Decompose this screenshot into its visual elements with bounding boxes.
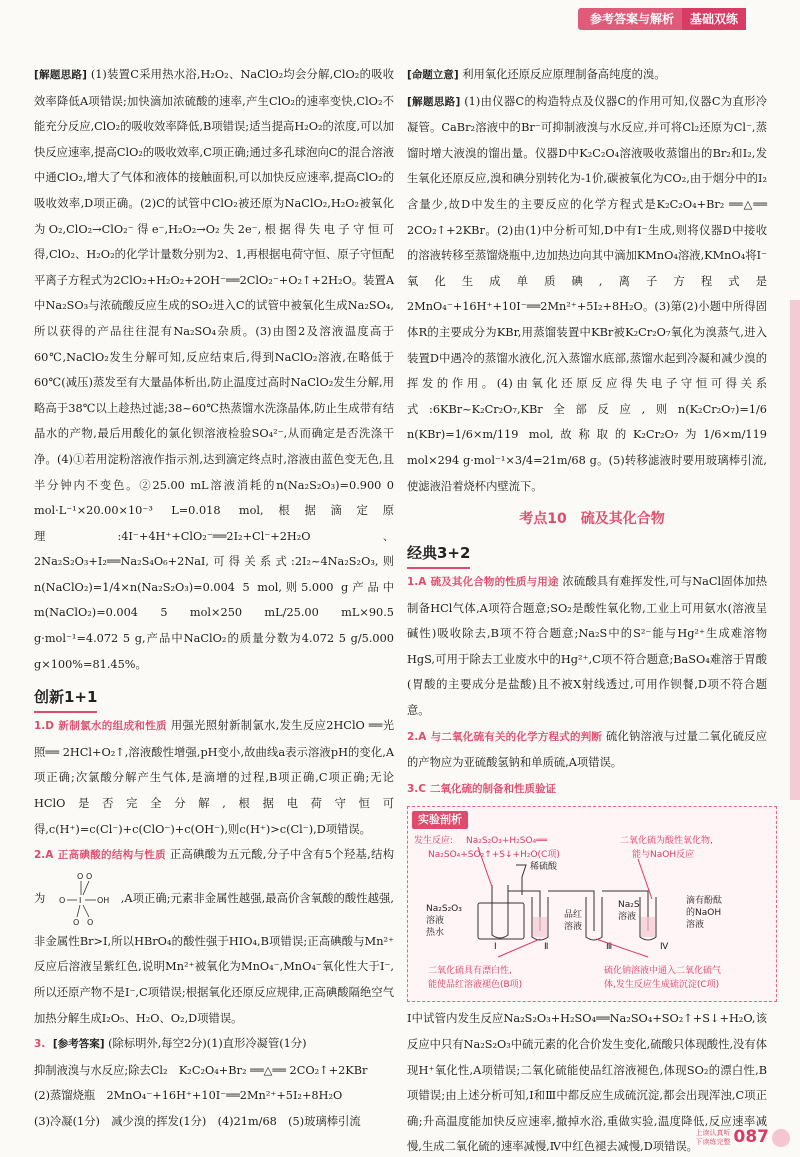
tube4-label-1: 滴有酚酞 <box>686 896 723 907</box>
item-2-number: 2.A <box>34 849 54 862</box>
item-6-heading-line <box>407 776 777 803</box>
item-3 <box>34 1031 394 1134</box>
item-2-heading: 正高碘酸的结构与性质 <box>57 849 166 862</box>
item-2 <box>34 842 394 1031</box>
item-4-heading: 硫及其化合物的性质与用途 <box>430 576 559 589</box>
svg-text:O: O <box>86 871 93 881</box>
tube2-label-1: 品红 <box>564 910 583 921</box>
header-practice-label: 基础双练 <box>682 8 746 30</box>
item-6-heading: 二氧化硫的制备和性质验证 <box>430 782 557 795</box>
item-3-line-a: (除标明外,每空2分)(1)直形冷凝管(1分) <box>108 1037 307 1051</box>
experiment-diagram-box <box>407 806 777 1002</box>
svg-text:O: O <box>59 895 66 905</box>
note-1-line-1: 二氧化硫为酸性氧化物, <box>620 836 713 847</box>
section-title-classic: 经典3+2 <box>407 539 470 569</box>
tube4-label-3: 溶液 <box>686 920 705 931</box>
solution-text-2: (1)由仪器C的构造特点及仪器C的作用可知,仪器C为直形冷凝管。CaBr₂溶液中的Br⁻可抑制液溴与水反应,并可将Cl₂还原为Cl⁻,蒸馏时增大液溴的馏出量。仪器D中K₂C₂O₄溶液吸收蒸馏出的Br₂和I₂,发生氧化还原反应,溴和碘分别转化为-1价,碳被氧化为CO₂,由于烟分中的I₂含量少,故D中发生的主要反应的化学方程式是K₂C₂O₄+Br₂ ══△══ 2CO₂↑+2KBr。(2)由(1)中分析可知,D中有I⁻生成,则将仪器D中接收的溶液转移至蒸馏烧瓶中,边加热边向其中滴加KMnO₄溶液,KMnO₄将I⁻氧化生成单质碘,离子方程式是2MnO₄⁻+16H⁺+10I⁻══2Mn²⁺+5I₂+8H₂O。(3)第(2)小题中所得固体R的主要成分为KBr,用蒸馏装置中KBr被K₂Cr₂O₇氧化为溴蒸气,进入装置D中遇冷的蒸馏水液化,沉入蒸馏水底部,蒸馏水起到冷凝和减少溴的挥发的作用。(4)由氧化还原反应得失电子守恒可得关系式:6KBr~K₂Cr₂O₇,KBr全部反应,则n(K₂Cr₂O₇)=1/6 n(KBr)=1/6×m/119 mol,故称取的K₂Cr₂O₇为1/6×m/119 mol×294 g·mol⁻¹×3/4=21m/68 g。(5)转移滤液时要用玻璃棒引流,使滤液沿着烧杯内壁流下。 <box>407 94 768 493</box>
svg-text:O: O <box>77 871 84 881</box>
flask-label-2: 溶液 <box>426 916 445 927</box>
reaction-label: 发生反应: <box>414 836 454 847</box>
item-2-text-b: ,A项正确;元素非金属性越强,最高价含氧酸的酸性越强,非金属性Br>I,所以HBrO₄的酸性强于HIO₄,B项错误;正高碘酸与Mn²⁺反应后溶液呈紫红色,说明Mn²⁺被氧化为MnO₄⁻,MnO₄⁻氧化性大于I⁻,所以还原产物不是I⁻,C项错误;根据氧化还原反应规律,正高碘酸隔绝空气加热分解生成I₂O₅、H₂O、O₂,D项错误。 <box>34 891 394 1025</box>
svg-text:I: I <box>79 895 82 905</box>
purpose-para <box>407 62 777 89</box>
solution-tag-2: [ 解题思路 ] <box>407 96 460 108</box>
note-2-line-1: 二氧化硫具有漂白性, <box>428 966 512 977</box>
edge-tab <box>790 300 800 800</box>
right-column <box>407 62 777 1157</box>
item-1 <box>34 713 394 842</box>
item-5 <box>407 724 777 776</box>
svg-text:O: O <box>87 917 94 927</box>
page-header <box>578 8 800 30</box>
svg-text:OH: OH <box>97 895 110 905</box>
item-3-line-c: (2)蒸馏烧瓶 2MnO₄⁻+16H⁺+10I⁻══2Mn²⁺+5I₂+8H₂O <box>34 1089 343 1103</box>
item-6-text: Ⅰ中试管内发生反应Na₂S₂O₃+H₂SO₄══Na₂SO₄+SO₂↑+S↓+H₂O,该反应中只有Na₂S₂O₃中硫元素的化合价发生变化,硫酸只体现酸性,没有体现H⁺氧化性,A项错误;二氧化硫能使品红溶液褪色,体现SO₂的漂白性,B项错误;由上述分析可知,Ⅰ和Ⅲ中都反应生成硫沉淀,都会出现浑浊,C项正确;升高温度能加快反应速率,撤掉水浴,重做实验,温度降低,反应速率减慢,生成二氧化硫的速率减慢,Ⅳ中红色褪去减慢,D项错误。 <box>407 1012 767 1154</box>
note-3-line-2: 体,发生反应生成硫沉淀(C项) <box>604 980 720 991</box>
solution-para-1 <box>34 62 394 677</box>
footer-badge-icon <box>772 1129 790 1147</box>
periodic-acid-structure <box>55 869 111 929</box>
reaction-eq-2: Na₂SO₄+SO₂↑+S↓+H₂O(C项) <box>428 850 560 861</box>
item-1-heading: 新制氯水的组成和性质 <box>58 720 167 733</box>
tube3-label-1: Na₂S <box>618 900 640 911</box>
item-1-number: 1.D <box>34 720 55 733</box>
item-4-text: 浓硫酸具有难挥发性,可与NaCl固体加热制备HCl气体,A项符合题意;SO₂是酸性氧化物,工业上可用氨水(溶液呈碱性)吸收除去,B项不符合题意;Na₂S中的S²⁻能与Hg²⁺生成难溶物HgS,可用于除去工业废水中的Hg²⁺,C项不符合题意;BaSO₄难溶于胃酸(胃酸的主要成分是盐酸)且不被X射线透过,可用作钡餐,D项不符合题意。 <box>407 575 767 718</box>
apparatus-number-2: Ⅱ <box>544 942 549 953</box>
solution-para-2 <box>407 89 777 500</box>
purpose-text: 利用氧化还原反应原理制备高纯度的溴。 <box>462 68 666 81</box>
flask-label-3: 热水 <box>426 928 445 939</box>
acid-label: 稀硫酸 <box>530 862 558 873</box>
footer-note-1: 上读认真听 <box>695 1129 731 1138</box>
section-title-sulfur: 考点10 硫及其化合物 <box>519 511 665 528</box>
section-title-innovation: 创新1+1 <box>34 683 97 713</box>
solution-text: (1)装置C采用热水浴,H₂O₂、NaClO₂均会分解,ClO₂的吸收效率降低A项错误;加快滴加浓硫酸的速率,产生ClO₂的速率变快,ClO₂不能充分反应,ClO₂的吸收效率降低,B项错误;适当提高H₂O₂的浓度,可以加快反应速率,提高ClO₂的吸收效率,C项正确;通过多孔球泡向C的混合溶液中通ClO₂,增大了气体和液体的接触面积,可以加快反应速率,提高ClO₂的吸收效率,D项正确。(2)C的试管中ClO₂被还原为NaClO₂,H₂O₂被氧化为O₂,ClO₂→ClO₂⁻得e⁻,H₂O₂→O₂失2e⁻,根据得失电子守恒可得,ClO₂、H₂O₂的化学计量数分别为2、1,再根据电荷守恒、原子守恒配平离子方程式为2ClO₂+H₂O₂+2OH⁻══2ClO₂⁻+O₂↑+2H₂O。装置A中Na₂SO₃与浓硫酸反应生成的SO₂进入C的试管中被氧化生成Na₂SO₄,所以获得的产品往往混有Na₂SO₄杂质。(3)由图2及溶液温度高于60℃,NaClO₂发生分解可知,反应结束后,得到NaClO₂溶液,在略低于60℃(减压)蒸发至有大量晶体析出,防止温度过高时NaClO₂发生分解,用略高于38℃以上趁热过滤;38~60℃热蒸馏水洗涤晶体,防止生成带有结晶水的产物,最后用酸化的氯化钡溶液检验SO₄²⁻,从而确定是否洗涤干净。(4)①若用淀粉溶液作指示剂,达到滴定终点时,溶液由蓝色变无色,且半分钟内不变色。②25.00 mL溶液消耗的n(Na₂S₂O₃)=0.900 0 mol·L⁻¹×20.00×10⁻³ L=0.018 mol,根据滴定原理:4I⁻+4H⁺+ClO₂⁻══2I₂+Cl⁻+2H₂O、2Na₂S₂O₃+I₂══Na₂S₄O₆+2NaI,可得关系式:2I₂~4Na₂S₂O₃,则n(NaClO₂)=1/4×n(Na₂S₂O₃)=0.004 5 mol,则5.000 g产品中m(NaClO₂)=0.004 5 mol×250 mL/25.00 mL×90.5 g·mol⁻¹=4.072 5 g,产品中NaClO₂的质量分数为4.072 5 g/5.000 g×100%=81.45%。 <box>34 68 395 671</box>
item-5-heading: 与二氧化硫有关的化学方程式的判断 <box>430 730 603 743</box>
apparatus-number-1: Ⅰ <box>494 942 497 953</box>
item-3-number: 3. <box>34 1038 46 1051</box>
item-4-number: 1.A <box>407 576 427 589</box>
item-6-number: 3.C <box>407 782 427 795</box>
left-column <box>34 62 394 1135</box>
item-2-text-a: 正高碘酸为五元酸,分子中含有5个羟基,结构为 <box>34 848 395 905</box>
item-3-tag: [ 参考答案 ] <box>53 1038 105 1050</box>
item-5-text: 硫化钠溶液与过量二氧化硫反应的产物应为亚硫酸氢钠和单质硫,A项错误。 <box>407 729 767 770</box>
page-footer <box>696 1125 791 1151</box>
item-1-text: 用强光照射新制氯水,发生反应2HClO ══光照══ 2HCl+O₂↑,溶液酸性增强,pH变小,故曲线a表示溶液pH的变化,A项正确;次氯酸分解产生气体,是滴增的过程,B项正确,C项正确;无论HClO是否完全分解,根据电荷守恒可得,c(H⁺)=c(Cl⁻)+c(ClO⁻)+c(OH⁻),则c(H⁺)>c(Cl⁻),D项错误。 <box>34 719 395 836</box>
item-3-line-b: 抑制液溴与水反应;除去Cl₂ K₂C₂O₄+Br₂ ══△══ 2CO₂↑+2KBr <box>34 1063 368 1077</box>
purpose-tag: [ 命题立意 ] <box>407 69 459 81</box>
experiment-title: 实验剖析 <box>412 811 468 829</box>
note-1-line-2: 能与NaOH反应 <box>632 850 695 861</box>
apparatus-number-4: Ⅳ <box>660 942 669 953</box>
header-answer-label: 参考答案与解析 <box>578 8 682 30</box>
flask-label-1: Na₂S₂O₃ <box>426 904 462 915</box>
reaction-eq-1: Na₂S₂O₃+H₂SO₄══ <box>466 836 548 847</box>
solution-tag: [ 解题思路 ] <box>34 69 87 81</box>
page-number: 087 <box>733 1127 769 1148</box>
tube2-label-2: 溶液 <box>564 922 583 933</box>
item-3-line-d: (3)冷凝(1分) 减少溴的挥发(1分) (4)21m/68 (5)玻璃棒引流 <box>34 1114 361 1128</box>
item-5-number: 2.A <box>407 730 427 743</box>
note-2-line-2: 能使品红溶液褪色(B项) <box>428 980 523 991</box>
tube4-label-2: 的NaOH <box>686 908 722 919</box>
svg-text:O: O <box>73 917 80 927</box>
footer-note-2: 下读练完整 <box>695 1138 731 1147</box>
experiment-diagram <box>408 807 774 1001</box>
note-3-line-1: 硫化钠溶液中通入二氧化硫气 <box>604 966 722 977</box>
item-4 <box>407 569 777 724</box>
apparatus-number-3: Ⅲ <box>606 942 613 953</box>
tube3-label-2: 溶液 <box>618 912 637 923</box>
